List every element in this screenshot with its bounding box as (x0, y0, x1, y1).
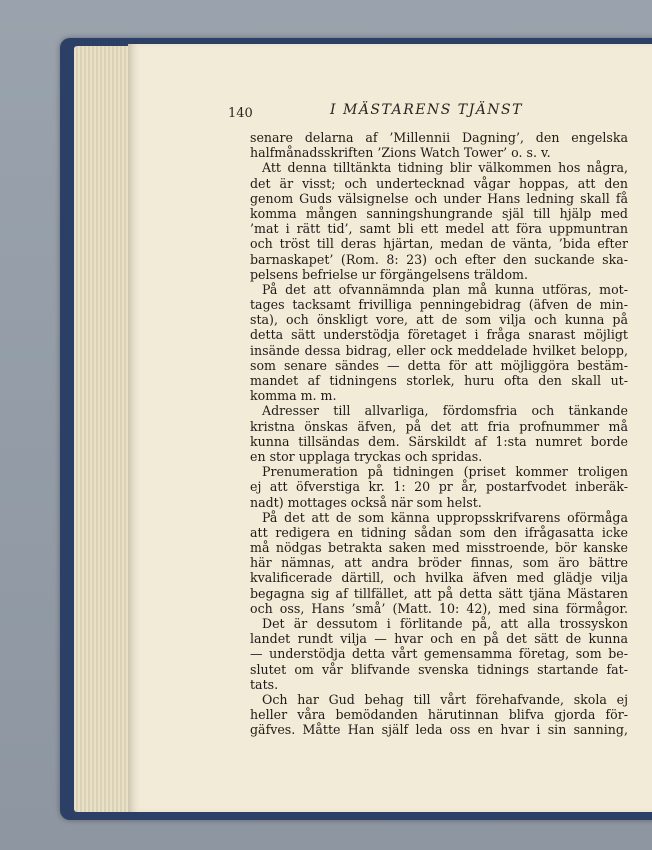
text-line: insände dessa bidrag, eller ock meddelade hvilket belopp, (250, 342, 628, 358)
text-line: barnaskapet’ (Rom. 8: 23) och efter den suckande ska- (250, 251, 628, 267)
text-line: landet rundt vilja — hvar och en på det sätt de kunna (250, 631, 628, 647)
text-line: som senare sändes — detta för att möjliggöra bestäm- (250, 357, 628, 373)
text-line: mandet af tidningens storlek, huru ofta den skall ut- (250, 373, 628, 388)
text-line: gäfves. Måtte Han själf leda oss en hvar i sin sanning, (250, 722, 628, 738)
text-line: ’mat i rätt tid’, samt bli ett medel att föra uppmuntran (250, 221, 628, 237)
text-line: en stor upplaga tryckas och spridas. (250, 448, 483, 464)
text-line: kristna önskas äfven, på det att fria profnummer må (250, 418, 628, 434)
text-line: Det är dessutom i förlitande på, att alla trossyskon (262, 616, 628, 631)
text-line: Prenumeration på tidningen (priset kommer troligen (262, 464, 628, 480)
text-line: slutet om vår blifvande svenska tidnings startande fat- (250, 661, 628, 677)
text-line: nadt) mottages också när som helst. (250, 494, 482, 510)
text-line: På det att de som känna uppropsskrifvarens oförmåga (262, 509, 628, 525)
body-text (250, 130, 628, 738)
text-line: Att denna tilltänkta tidning blir välkommen hos några, (262, 160, 628, 176)
text-line: — understödja detta vårt gemensamma företag, som be- (250, 646, 628, 662)
text-line: komma mången sanningshungrande själ till hjälp med (250, 205, 628, 221)
text-line: här nämnas, att andra bröder finnas, som äro bättre (250, 555, 628, 571)
running-head: I MÄSTARENS TJÄNST (330, 102, 523, 118)
text-line: halfmånadsskriften ’Zions Watch Tower’ o. s. v. (250, 145, 551, 161)
text-line: att redigera en tidning sådan som den ifrågasatta icke (250, 524, 628, 540)
text-line: genom Guds välsignelse och under Hans ledning skall få (250, 190, 628, 206)
text-line: pelsens befrielse ur förgängelsens träldom. (250, 266, 528, 282)
text-line: Adresser till allvarliga, fördomsfria och tänkande (262, 403, 628, 419)
text-line: tats. (250, 676, 279, 692)
text-line: heller våra bemödanden härutinnan blifva gjorda för- (250, 707, 628, 723)
page-edges (74, 46, 134, 812)
page-number: 140 (228, 106, 253, 121)
text-line: sta), och önskligt vore, att de som vilja och kunna på (250, 312, 628, 328)
text-line: det är visst; och undertecknad vågar hoppas, att den (250, 175, 628, 191)
text-line: detta sätt understödja företaget i fråga snarast möjligt (250, 327, 628, 343)
text-line: ej att öfverstiga kr. 1: 20 pr år, postarfvodet inberäk- (250, 479, 628, 495)
text-line: På det att ofvannämnda plan må kunna utföras, mot- (262, 281, 628, 297)
text-line: och oss, Hans ’små’ (Matt. 10: 42), med sina förmågor. (250, 600, 628, 616)
text-line: senare delarna af ’Millennii Dagning’, den engelska (250, 130, 628, 145)
text-line: Och har Gud behag till vårt förehafvande, skola ej (262, 691, 628, 707)
text-line: komma m. m. (250, 388, 337, 404)
text-line: och tröst till deras hjärtan, medan de vänta, ’bida efter (250, 236, 628, 252)
text-line: begagna sig af tillfället, att på detta sätt tjäna Mästaren (250, 585, 628, 601)
text-line: kvalificerade därtill, och hvilka äfven med glädje vilja (250, 570, 628, 586)
text-line: tages tacksamt frivilliga penningebidrag (äfven de min- (250, 297, 628, 313)
text-line: kunna tillsändas dem. Särskildt af 1:sta numret borde (250, 433, 628, 449)
text-line: må nödgas betrakta saken med misstroende, bör kanske (250, 540, 628, 556)
